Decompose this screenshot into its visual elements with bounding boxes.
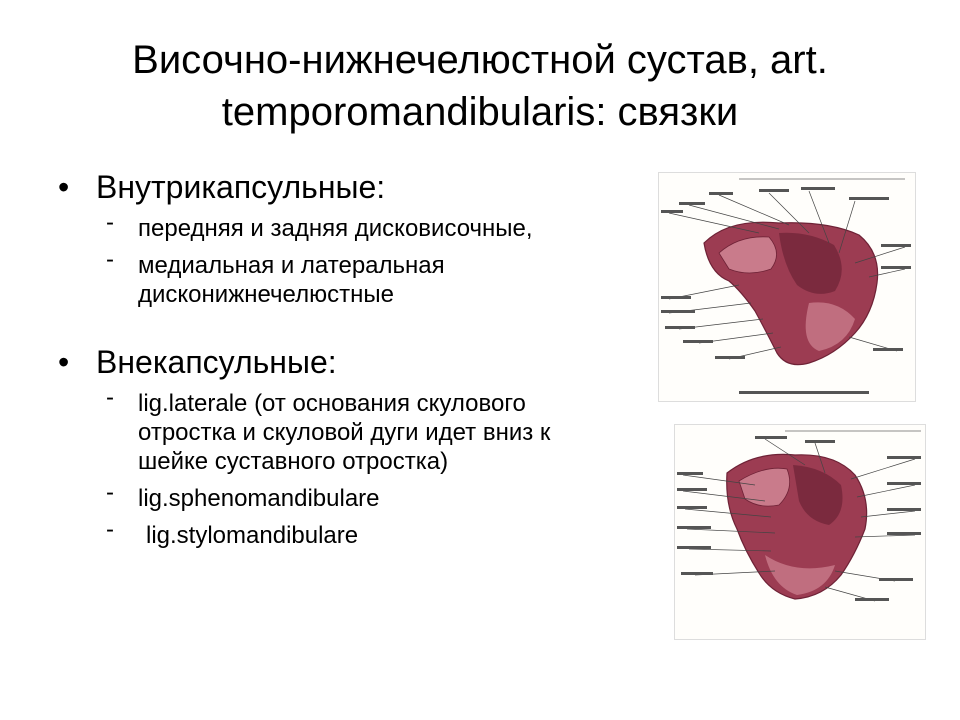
dash-icon: - — [106, 384, 114, 411]
bullet-icon: • — [58, 344, 70, 380]
slide-title — [40, 34, 920, 138]
list-item: - передняя и задняя дисковисочные, — [106, 209, 533, 242]
section-heading-intracapsular: • Внутрикапсульные: — [58, 169, 386, 205]
dash-icon: - — [106, 209, 114, 236]
list-item: - медиальная и латеральная дисконижнечелюстные — [106, 246, 445, 308]
list-item: - lig.laterale (от основания скулового отростка и скуловой дуги идет вниз к шейке суставного отростка) — [106, 384, 551, 475]
section-heading-extracapsular: • Внекапсульные: — [58, 344, 337, 380]
bullet-icon: • — [58, 169, 70, 205]
anatomy-figure-top — [658, 172, 916, 402]
dash-icon: - — [106, 479, 114, 506]
anatomy-illustration — [659, 173, 915, 401]
anatomy-figure-bottom — [674, 424, 926, 640]
dash-icon: - — [106, 246, 114, 273]
title-line-2: temporomandibularis: связки — [221, 90, 739, 134]
anatomy-illustration — [675, 425, 925, 639]
bullet-list — [58, 168, 618, 550]
list-item: - lig.sphenomandibulare — [106, 479, 380, 512]
list-item: - lig.stylomandibulare — [106, 516, 359, 549]
dash-icon: - — [106, 516, 114, 543]
title-line-1: Височно-нижнечелюстной сустав, art. — [132, 38, 828, 82]
